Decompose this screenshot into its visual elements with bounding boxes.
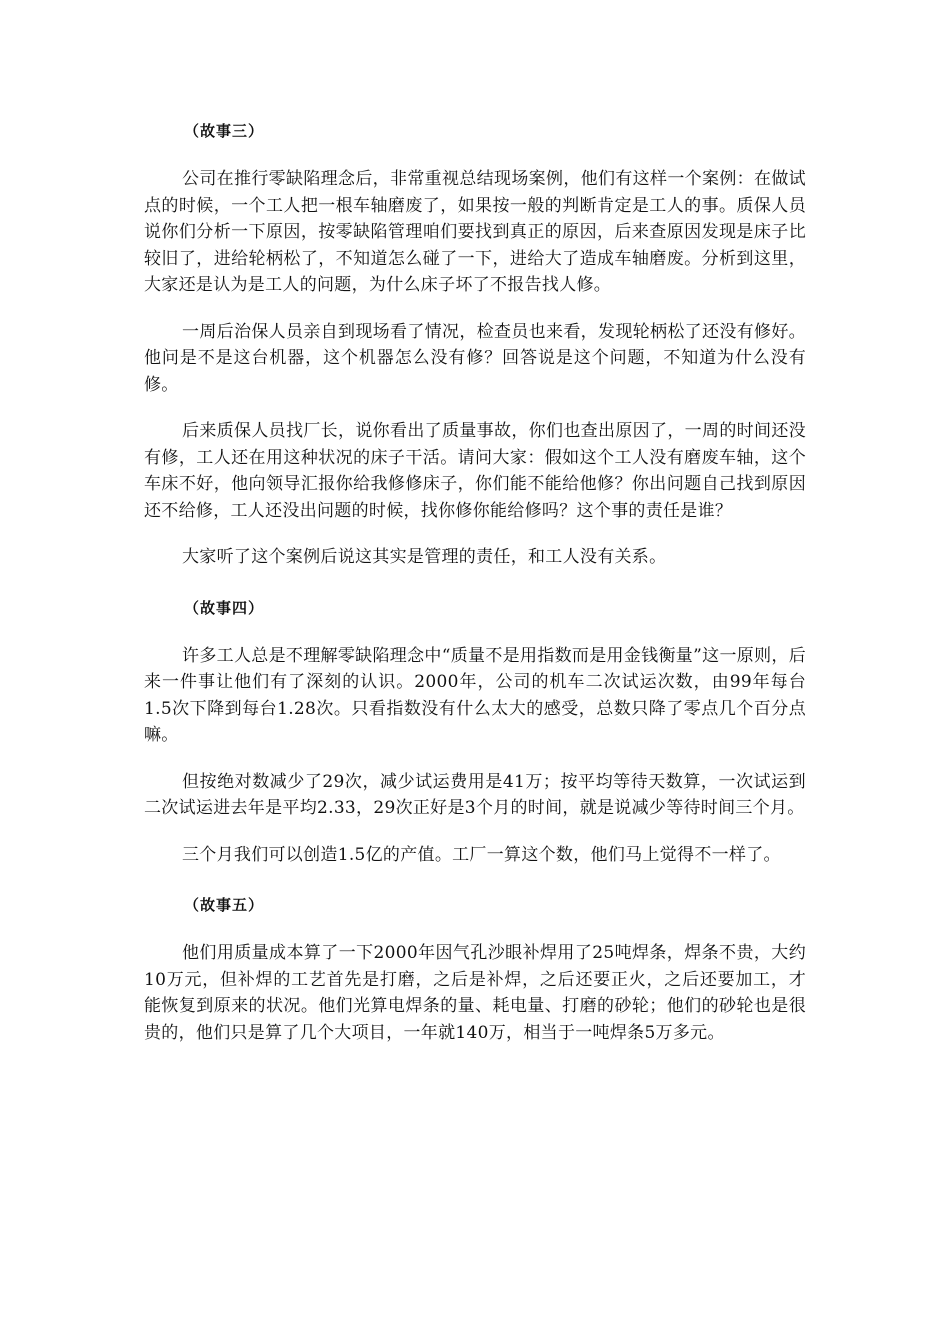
story-4-paragraph-2: 但按绝对数减少了29次，减少试运费用是41万；按平均等待天数算，一次试运到二次试运进去年是平均2.33，29次正好是3个月的时间，就是说减少等待时间三个月。 xyxy=(144,771,806,818)
story-3-paragraph-4: 大家听了这个案例后说这其实是管理的责任，和工人没有关系。 xyxy=(182,547,667,567)
story-3-paragraph-2: 一周后治保人员亲自到现场看了情况，检查员也来看，发现轮柄松了还没有修好。他问是不是这台机器，这个机器怎么没有修？回答说是这个问题，不知道为什么没有修。 xyxy=(144,321,806,395)
story-3-paragraph-3: 后来质保人员找厂长，说你看出了质量事故，你们也查出原因了，一周的时间还没有修，工人还在用这种状况的床子干活。请问大家：假如这个工人没有磨废车轴，这个车床不好，他向领导汇报你给我修修床子，你们能不能给他修？你出问题自己找到原因还不给修，工人还没出问题的时候，找你修你能给修吗？这个事的责任是谁？ xyxy=(144,421,806,521)
story-4-paragraph-3: 三个月我们可以创造1.5亿的产值。工厂一算这个数，他们马上觉得不一样了。 xyxy=(182,844,781,865)
story-5-paragraph-1: 他们用质量成本算了一下2000年因气孔沙眼补焊用了25吨焊条，焊条不贵，大约10万元，但补焊的工艺首先是打磨，之后是补焊，之后还要正火，之后还要加工，才能恢复到原来的状况。他们光算电焊条的量、耗电量、打磨的砂轮；他们的砂轮也是很贵的，他们只是算了几个大项目，一年就140万，相当于一吨焊条5万多元。 xyxy=(144,943,806,1043)
document-page xyxy=(144,118,806,1066)
story-3-paragraph-1: 公司在推行零缺陷理念后，非常重视总结现场案例，他们有这样一个案例：在做试点的时候，一个工人把一根车轴磨废了，如果按一般的判断肯定是工人的事。质保人员说你们分析一下原因，按零缺陷管理咱们要找到真正的原因，后来查原因发现是床子比较旧了，进给轮柄松了，不知道怎么碰了一下，进给大了造成车轴磨废。分析到这里，大家还是认为是工人的问题，为什么床子坏了不报告找人修。 xyxy=(144,169,806,295)
story-3-heading: （故事三） xyxy=(184,122,265,140)
story-5-heading: （故事五） xyxy=(184,896,265,914)
story-4-heading: （故事四） xyxy=(184,598,265,617)
story-4-paragraph-1: 许多工人总是不理解零缺陷理念中“质量不是用指数而是用金钱衡量”这一原则，后来一件事让他们有了深刻的认识。2000年，公司的机车二次试运次数，由99年每台1.5次下降到每台1.28次。只看指数没有什么太大的感受，总数只降了零点几个百分点嘛。 xyxy=(144,645,806,745)
